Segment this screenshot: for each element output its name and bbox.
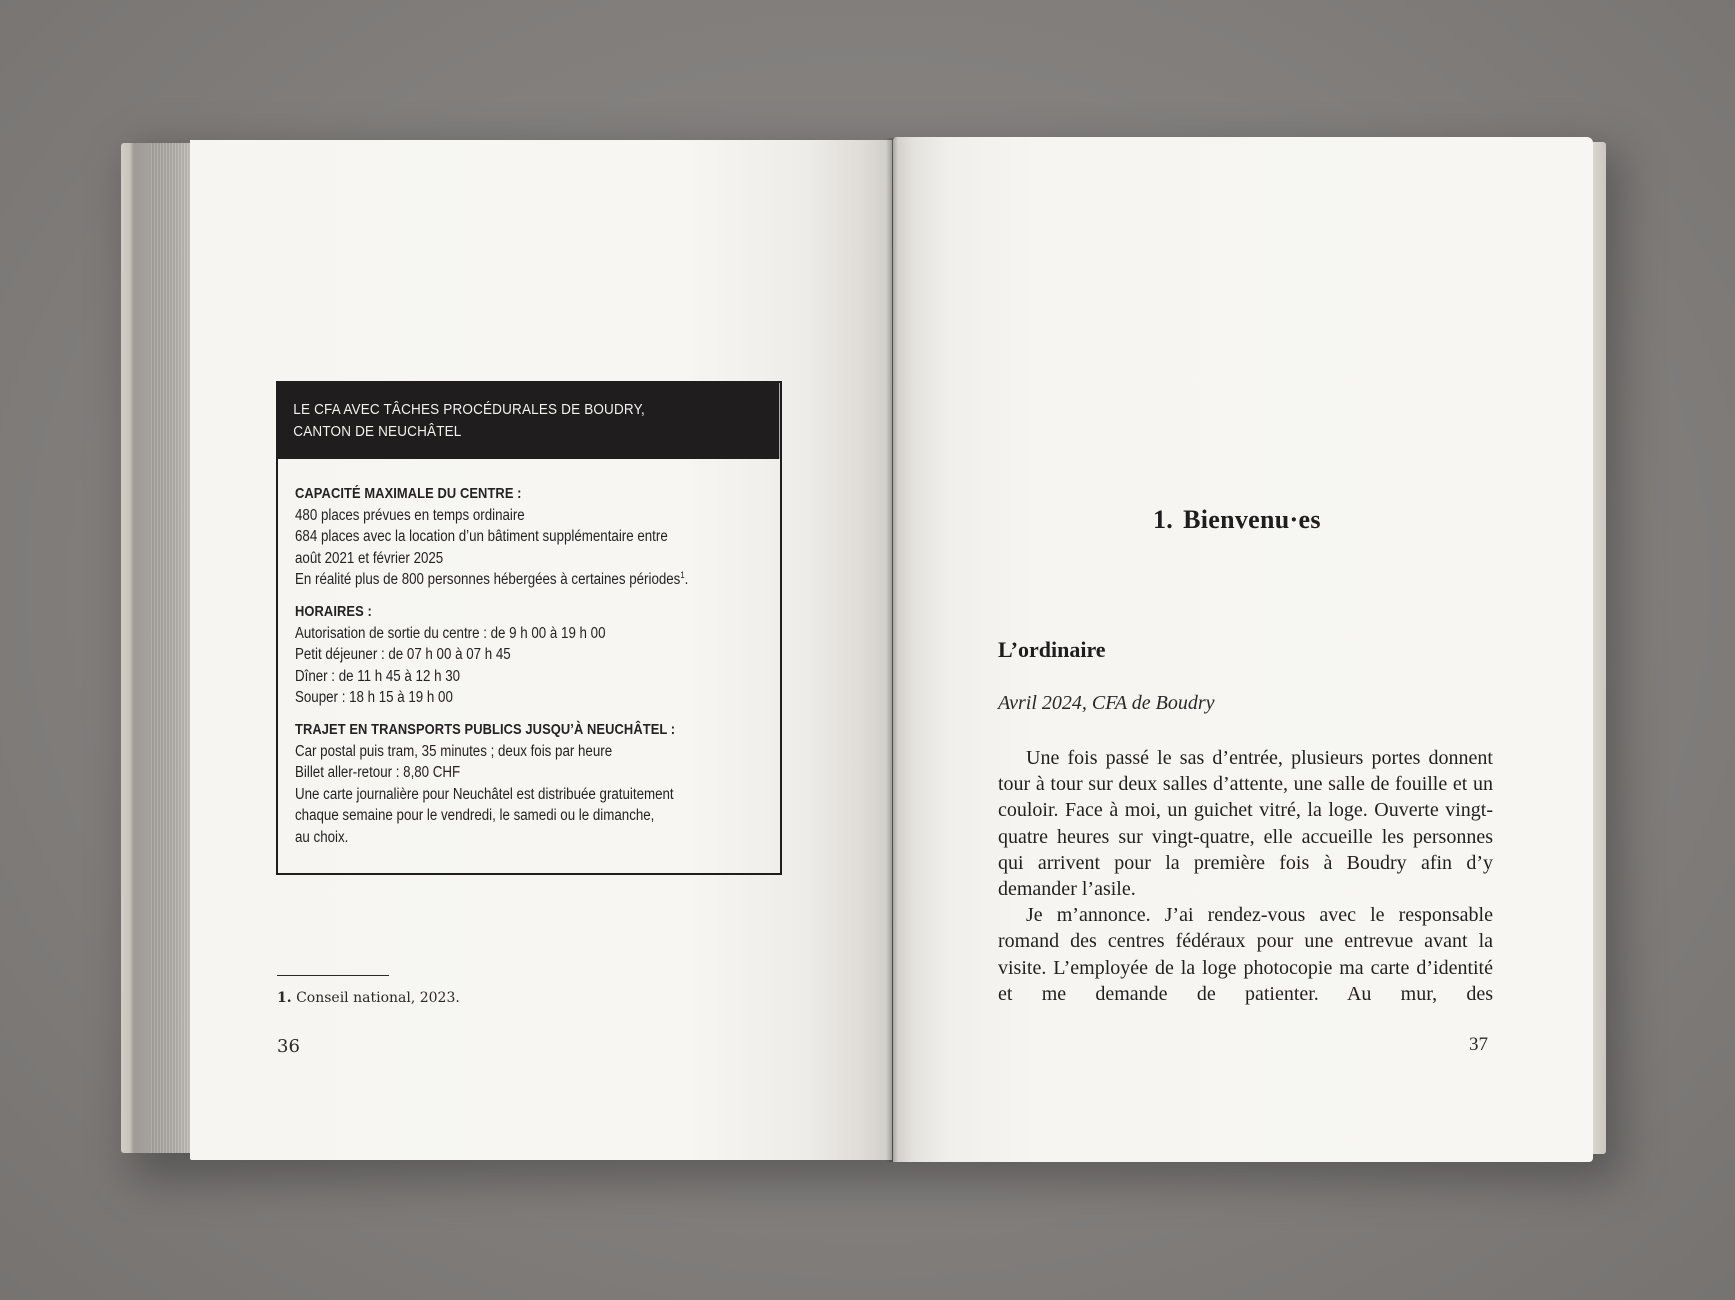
info-box-header [278, 383, 779, 459]
chapter-number: 1. [1153, 505, 1174, 534]
dateline: Avril 2024, CFA de Boudry [998, 692, 1215, 714]
section-title: L’ordinaire [998, 637, 1106, 662]
page-number-left: 36 [277, 1036, 300, 1057]
transport-line: Une carte journalière pour Neuchâtel est distribuée gratuitement [295, 785, 674, 803]
info-box [276, 381, 782, 875]
chapter-title-text: Bienvenu·es [1183, 505, 1321, 534]
capacity-line-with-footnote: En réalité plus de 800 personnes hébergées à certaines périodes$^1$. [295, 570, 689, 589]
info-box-header-line: CANTON DE NEUCHÂTEL [293, 423, 462, 440]
transport-line: au choix. [295, 828, 349, 846]
capacity-line: 480 places prévues en temps ordinaire [295, 506, 525, 524]
page-number-right: 37 [1469, 1034, 1488, 1055]
hours-heading: HORAIRES : [295, 602, 372, 620]
info-box-header-line: LE CFA AVEC TÂCHES PROCÉDURALES DE BOUDRY, [293, 401, 645, 418]
left-page-block-edge [121, 143, 193, 1153]
transport-section [295, 719, 766, 849]
transport-line: Billet aller-retour : 8,80 CHF [295, 764, 461, 782]
hours-line: Petit déjeuner : de 07 h 00 à 07 h 45 [295, 646, 511, 664]
book-gutter [886, 138, 898, 1162]
footnote [277, 990, 460, 1006]
hours-line: Souper : 18 h 15 à 19 h 00 [295, 689, 453, 707]
hours-line: Autorisation de sortie du centre : de 9 h 00 à 19 h 00 [295, 624, 606, 642]
capacity-heading: CAPACITÉ MAXIMALE DU CENTRE : [295, 485, 522, 502]
footnote-separator [277, 975, 389, 976]
hours-section [295, 601, 766, 709]
capacity-line: 684 places avec la location d’un bâtiment supplémentaire entre [295, 528, 668, 546]
transport-line: Car postal puis tram, 35 minutes ; deux fois par heure [295, 742, 613, 760]
paragraph: Une fois passé le sas d’entrée, plusieurs portes donnent tour à tour sur deux salles d’attente, une salle de fouille et un couloir. Face à moi, un guichet vitré, la loge. Ouverte vingt-quatre heures sur vingt-quatre, elle accueille les personnes qui arrivent pour la première fois à Boudry afin d’y demander l’asile. [998, 747, 1493, 901]
left-page [190, 140, 892, 1160]
hours-line: Dîner : de 11 h 45 à 12 h 30 [295, 667, 461, 685]
paragraph: Je m’annonce. J’ai rendez-vous avec le responsable romand des centres fédéraux pour une entrevue avant la visite. L’employée de la loge photocopie ma carte d’identité et me demande de patienter. Au mur, des [998, 904, 1493, 1005]
info-box-body [278, 459, 780, 849]
footnote-reference[interactable]: 1 [680, 570, 685, 581]
chapter-title [1153, 505, 1321, 535]
capacity-line: août 2021 et février 2025 [295, 549, 444, 567]
transport-line: chaque semaine pour le vendredi, le samedi ou le dimanche, [295, 807, 655, 825]
footnote-number: 1. [277, 990, 292, 1006]
transport-heading: TRAJET EN TRANSPORTS PUBLICS JUSQU’À NEUCHÂTEL : [295, 720, 676, 738]
capacity-section [295, 483, 766, 591]
body-text [998, 745, 1493, 1007]
capacity-line: En réalité plus de 800 personnes hébergées à certaines périodes [295, 571, 681, 589]
footnote-text: Conseil national, 2023. [296, 990, 460, 1006]
right-page [893, 137, 1593, 1162]
